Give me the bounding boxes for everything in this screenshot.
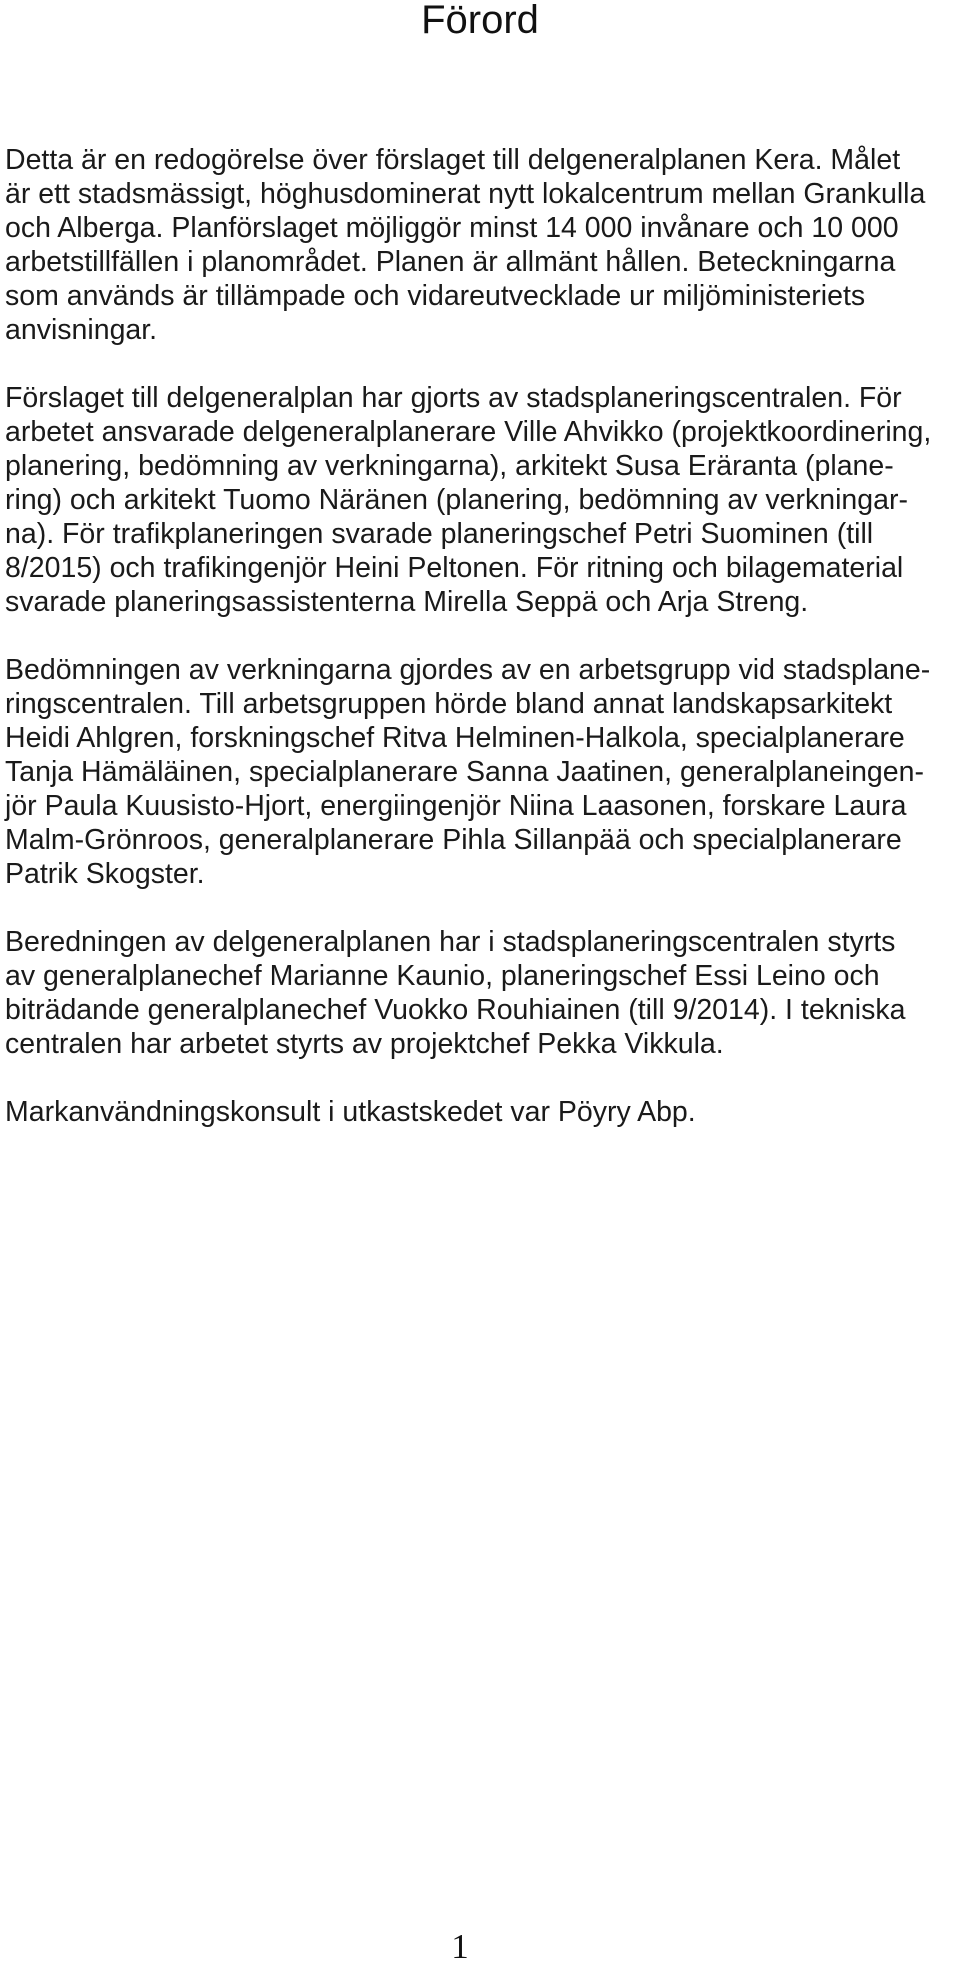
text-line: arbetstillfällen i planområdet. Planen är allmänt hållen. Beteckningarna xyxy=(5,246,896,278)
text-line: som används är tillämpade och vidareutvecklade ur miljöministeriets xyxy=(5,280,866,312)
page-number: 1 xyxy=(451,1927,469,1966)
text-line: ring) och arkitekt Tuomo Näränen (planering, bedömning av verkningar- xyxy=(5,484,908,516)
text-line: Förslaget till delgeneralplan har gjorts av stadsplaneringscentralen. För xyxy=(5,382,902,414)
text-line: Tanja Hämäläinen, specialplanerare Sanna Jaatinen, generalplaneingen- xyxy=(5,756,924,788)
page-title: Förord xyxy=(421,0,539,42)
text-line: jör Paula Kuusisto-Hjort, energiingenjör Niina Laasonen, forskare Laura xyxy=(5,790,907,822)
text-line: planering, bedömning av verkningarna), arkitekt Susa Eräranta (plane- xyxy=(5,450,894,482)
text-line: anvisningar. xyxy=(5,314,158,346)
text-line: av generalplanechef Marianne Kaunio, planeringschef Essi Leino och xyxy=(5,960,880,992)
text-line: Markanvändningskonsult i utkastskedet var Pöyry Abp. xyxy=(5,1096,696,1128)
text-line: 8/2015) och trafikingenjör Heini Peltonen. För ritning och bilagematerial xyxy=(5,552,904,584)
text-line: Detta är en redogörelse över förslaget till delgeneralplanen Kera. Målet xyxy=(5,144,901,176)
text-line: Heidi Ahlgren, forskningschef Ritva Helminen-Halkola, specialplanerare xyxy=(5,722,905,754)
body-text xyxy=(5,143,931,1163)
text-line: Beredningen av delgeneralplanen har i stadsplaneringscentralen styrts xyxy=(5,926,896,958)
text-line: centralen har arbetet styrts av projektchef Pekka Vikkula. xyxy=(5,1028,724,1060)
text-line: Bedömningen av verkningarna gjordes av en arbetsgrupp vid stadsplane- xyxy=(5,654,931,686)
paragraph-assessment xyxy=(5,653,931,891)
text-line: na). För trafikplaneringen svarade planeringschef Petri Suominen (till xyxy=(5,518,874,550)
text-line: svarade planeringsassistenterna Mirella Seppä och Arja Streng. xyxy=(5,586,809,618)
text-line: är ett stadsmässigt, höghusdominerat nytt lokalcentrum mellan Grankulla xyxy=(5,178,926,210)
text-line: Malm-Grönroos, generalplanerare Pihla Sillanpää och specialplanerare xyxy=(5,824,902,856)
text-line: och Alberga. Planförslaget möjliggör minst 14 000 invånare och 10 000 xyxy=(5,212,899,244)
text-line: Patrik Skogster. xyxy=(5,858,205,890)
paragraph-consultant xyxy=(5,1095,931,1129)
paragraph-authors xyxy=(5,381,931,619)
paragraph-preparation xyxy=(5,925,931,1061)
paragraph-introduction xyxy=(5,143,931,347)
text-line: arbetet ansvarade delgeneralplanerare Ville Ahvikko (projektkoordinering, xyxy=(5,416,932,448)
text-line: biträdande generalplanechef Vuokko Rouhiainen (till 9/2014). I tekniska xyxy=(5,994,906,1026)
text-line: ringscentralen. Till arbetsgruppen hörde bland annat landskapsarkitekt xyxy=(5,688,893,720)
